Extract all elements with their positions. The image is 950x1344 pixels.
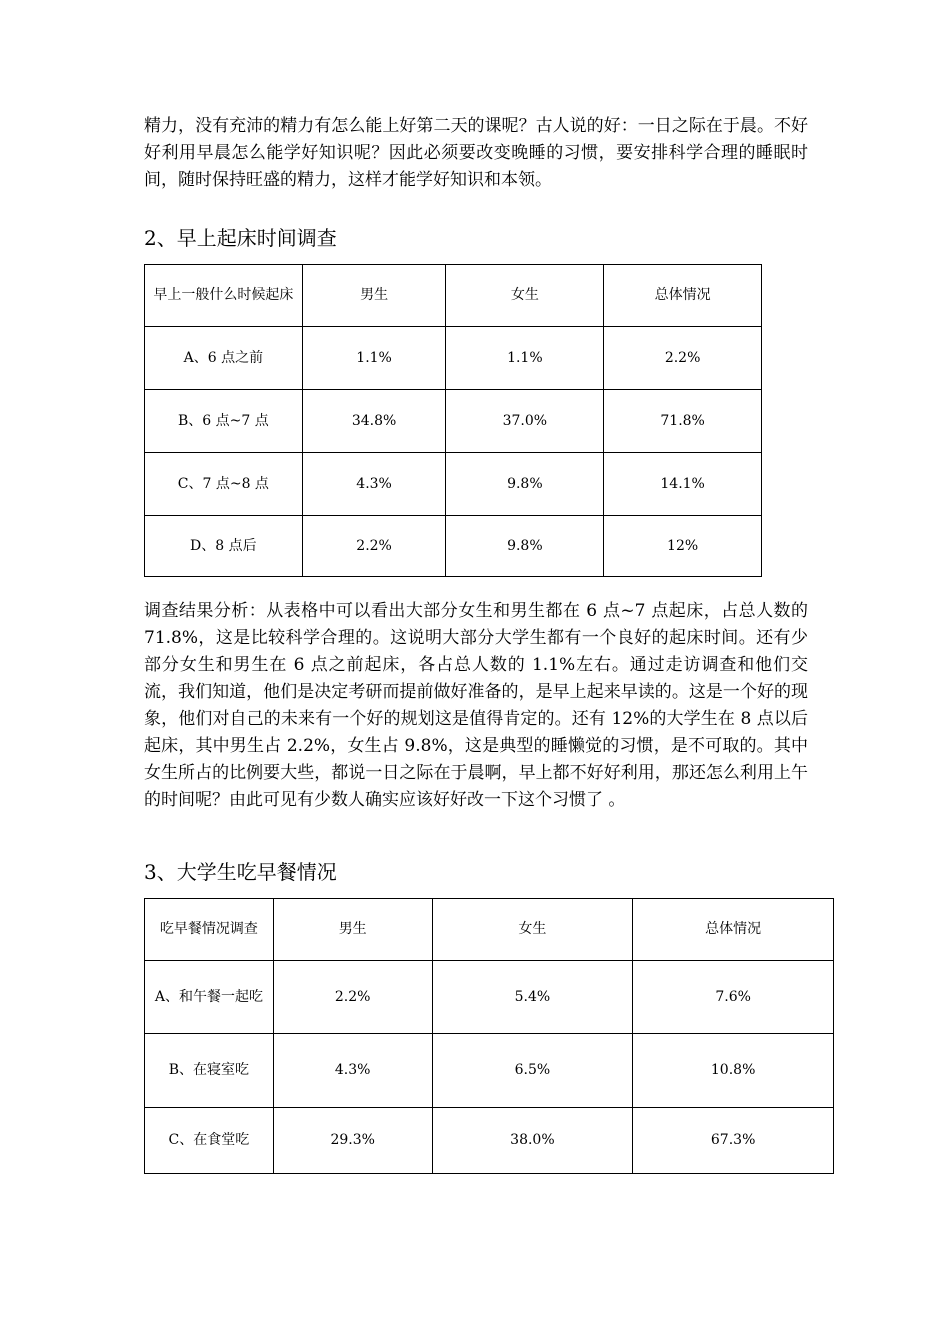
table-cell: B、6 点~7 点 (145, 390, 303, 453)
section-2-heading: 2、早上起床时间调查 (144, 226, 337, 250)
table-cell: 5.4% (432, 961, 633, 1034)
table-cell: 7.6% (633, 961, 834, 1034)
table-cell: 1.1% (446, 327, 604, 390)
breakfast-table (144, 898, 834, 1174)
section-3-heading: 3、大学生吃早餐情况 (144, 860, 337, 884)
table-cell: 67.3% (633, 1108, 834, 1174)
table-cell: B、在寝室吃 (145, 1034, 274, 1108)
table-cell: 37.0% (446, 390, 604, 453)
table-cell: A、6 点之前 (145, 327, 303, 390)
table-row (145, 1108, 834, 1174)
table-cell: 29.3% (273, 1108, 432, 1174)
table-cell: C、7 点~8 点 (145, 453, 303, 516)
header-cell: 早上一般什么时候起床 (145, 265, 303, 327)
table-cell: D、8 点后 (145, 516, 303, 577)
header-cell: 总体情况 (633, 899, 834, 961)
analysis-paragraph: 调查结果分析：从表格中可以看出大部分女生和男生都在 6 点~7 点起床，占总人数的 71.8%，这是比较科学合理的。这说明大部分大学生都有一个良好的起床时间。还有少部分女生和男生在 6 点之前起床，各占总人数的 1.1%左右。通过走访调查和他们交流，我们知道，他们是决定考研而提前做好准备的，是早上起来早读的。这是一个好的现象，他们对自己的未来有一个好的规划这是值得肯定的。还有 12%的大学生在 8 点以后起床，其中男生占 2.2%，女生占 9.8%，这是典型的睡懒觉的习惯，是不可取的。其中女生所占的比例要大些，都说一日之际在于晨啊，早上都不好好利用，那还怎么利用上午的时间呢？由此可见有少数人确实应该好好改一下这个习惯了 。 (144, 601, 808, 810)
table-cell: A、和午餐一起吃 (145, 961, 274, 1034)
table-row (145, 453, 762, 516)
header-cell: 女生 (432, 899, 633, 961)
table-cell: 1.1% (302, 327, 446, 390)
table-cell: 9.8% (446, 453, 604, 516)
header-cell: 吃早餐情况调查 (145, 899, 274, 961)
table-row (145, 516, 762, 577)
table-cell: 34.8% (302, 390, 446, 453)
table-row (145, 327, 762, 390)
table-cell: 71.8% (604, 390, 762, 453)
header-cell: 男生 (302, 265, 446, 327)
header-cell: 男生 (273, 899, 432, 961)
table-cell: 38.0% (432, 1108, 633, 1174)
intro-paragraph: 精力，没有充沛的精力有怎么能上好第二天的课呢？古人说的好：一日之际在于晨。不好好利用早晨怎么能学好知识呢？因此必须要改变晚睡的习惯，要安排科学合理的睡眠时间，随时保持旺盛的精力，这样才能学好知识和本领。 (144, 116, 808, 190)
table-cell: 2.2% (604, 327, 762, 390)
table-cell: 10.8% (633, 1034, 834, 1108)
header-cell: 女生 (446, 265, 604, 327)
table-cell: 2.2% (273, 961, 432, 1034)
table-row (145, 1034, 834, 1108)
table-cell: 4.3% (302, 453, 446, 516)
table-cell: 2.2% (302, 516, 446, 577)
table-cell: C、在食堂吃 (145, 1108, 274, 1174)
table-cell: 12% (604, 516, 762, 577)
wakeup-time-table (144, 264, 762, 577)
table-row (145, 390, 762, 453)
table-cell: 4.3% (273, 1034, 432, 1108)
table-row (145, 961, 834, 1034)
header-cell: 总体情况 (604, 265, 762, 327)
table-cell: 14.1% (604, 453, 762, 516)
table-cell: 9.8% (446, 516, 604, 577)
table-header-row (145, 899, 834, 961)
table-header-row (145, 265, 762, 327)
table-cell: 6.5% (432, 1034, 633, 1108)
